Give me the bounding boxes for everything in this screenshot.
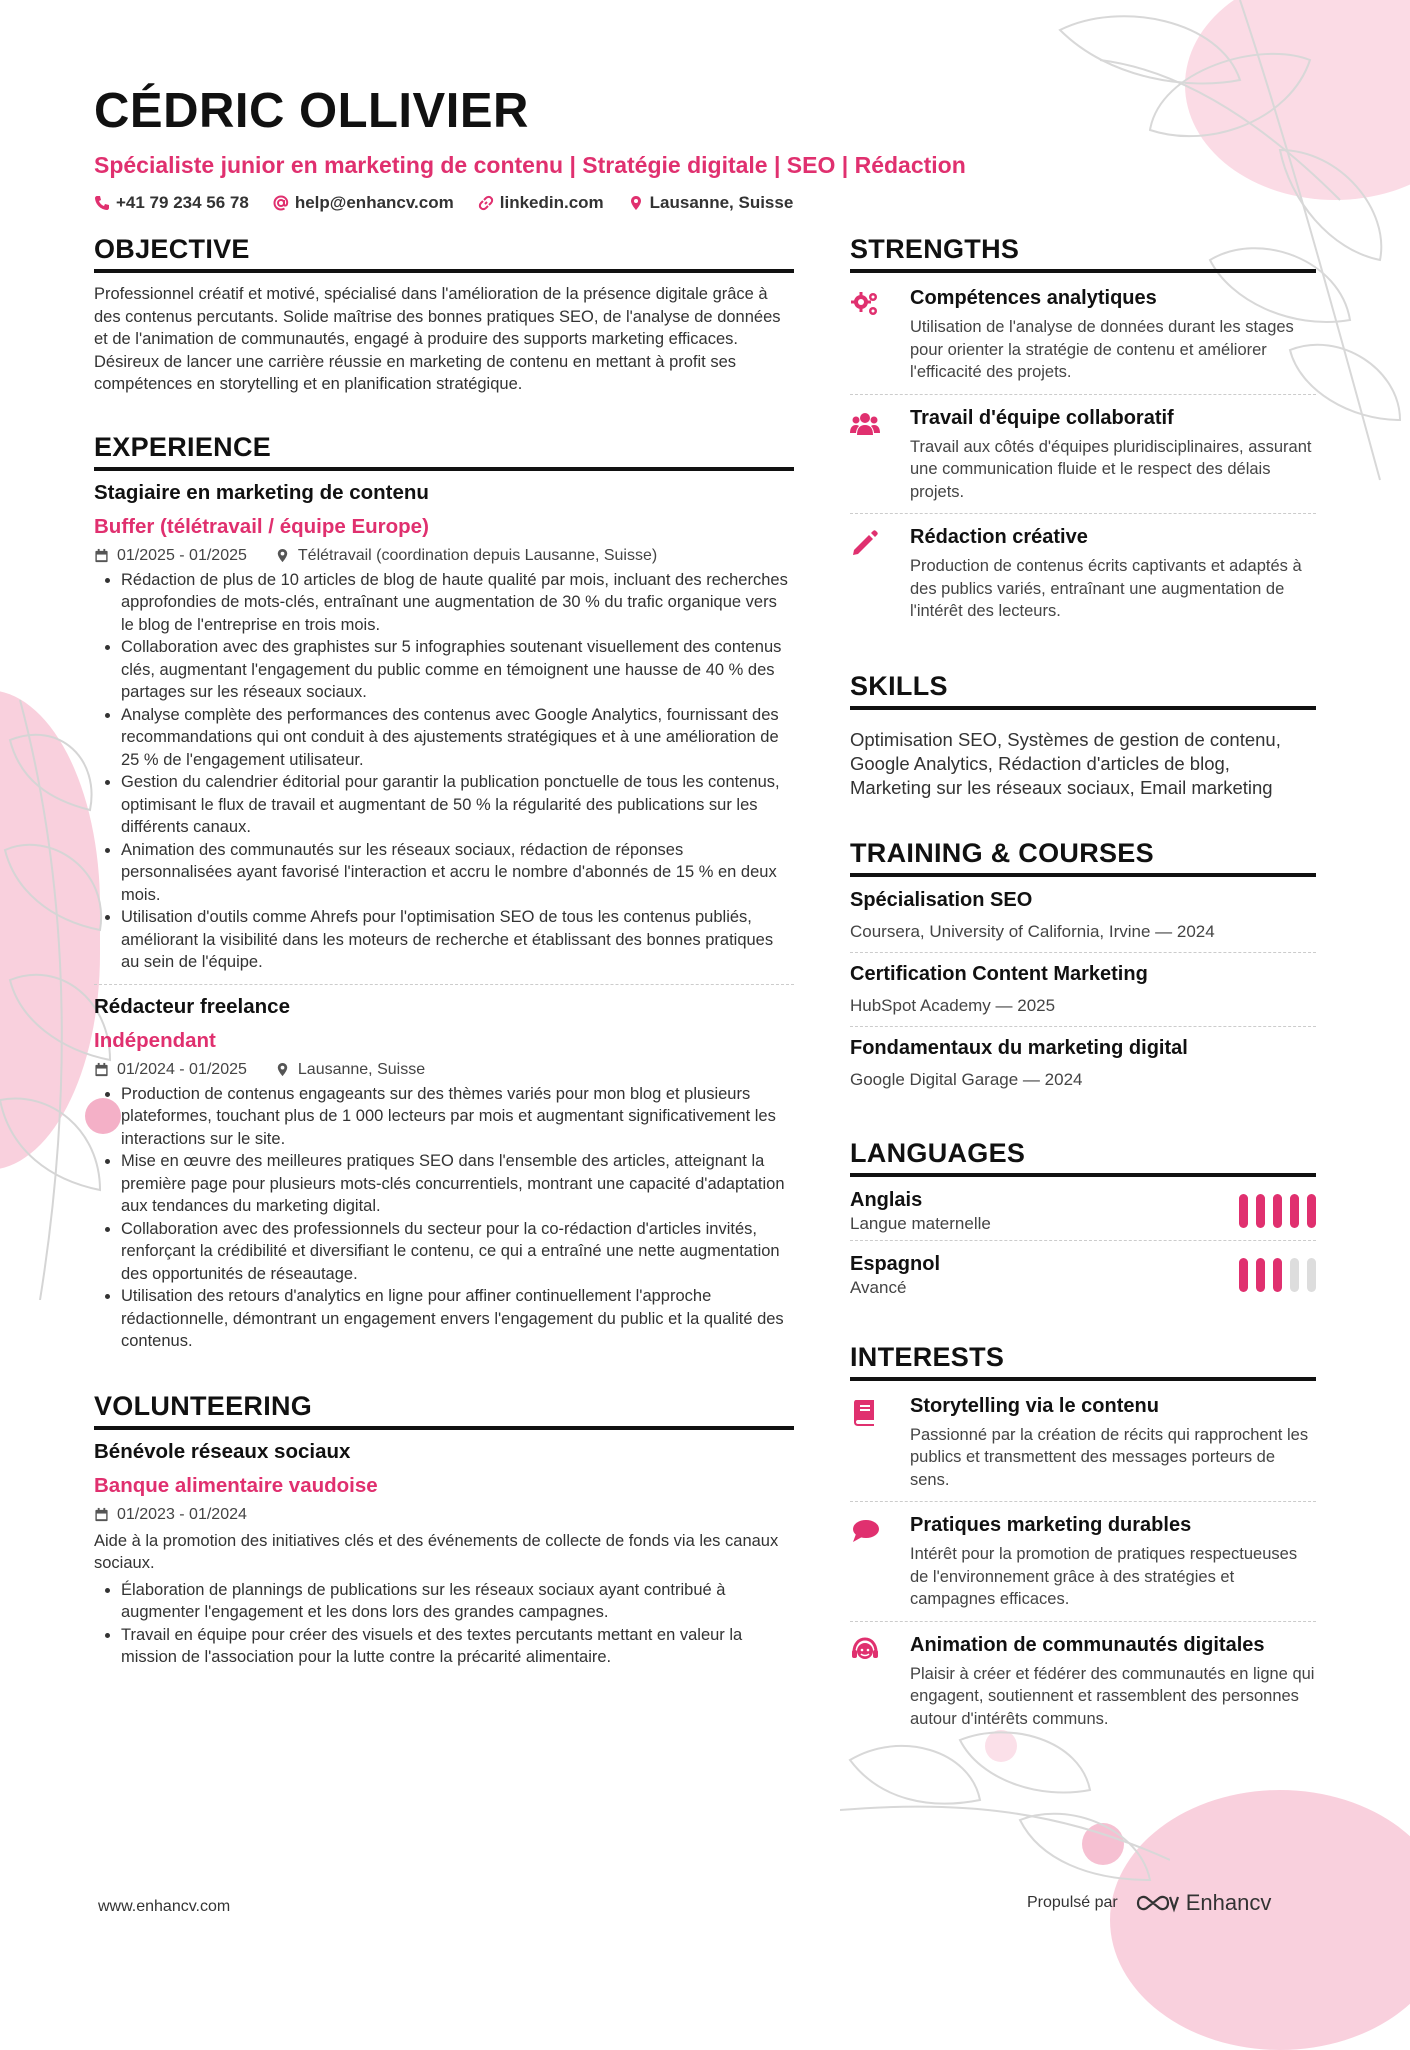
- at-icon: [273, 195, 289, 211]
- skills-heading: SKILLS: [850, 671, 1316, 710]
- experience-entry: [94, 481, 794, 974]
- experience-entry: [94, 995, 794, 1353]
- candidate-headline: Spécialiste junior en marketing de contenu | Stratégie digitale | SEO | Rédaction: [94, 152, 966, 178]
- job-bullet: • Gestion du calendrier éditorial pour garantir la publication ponctuelle de tous les contenus, optimisant le flux de travail et augmentant de 50 % la régularité des publications sur les différents canaux.: [121, 771, 794, 839]
- language-rating: [1239, 1258, 1316, 1292]
- interest-title: Pratiques marketing durables: [910, 1514, 1192, 1536]
- strengths-heading: STRENGTHS: [850, 234, 1316, 273]
- users-icon: [850, 409, 880, 439]
- volunteer-dates-text: 01/2023 - 01/2024: [117, 1505, 247, 1523]
- rating-bar-filled: [1239, 1194, 1248, 1228]
- job-location-text: Télétravail (coordination depuis Lausanne, Suisse): [297, 546, 658, 564]
- strength-desc: Production de contenus écrits captivants et adaptés à des publics variés, entraînant une augmentation de l'intérêt des lecteurs.: [910, 557, 1302, 620]
- course-title: Fondamentaux du marketing digital: [850, 1036, 1188, 1059]
- location-pin-icon: [275, 548, 290, 563]
- job-company: Indépendant: [94, 1028, 216, 1052]
- enhancv-logo-icon: [1136, 1892, 1180, 1914]
- interests-heading: INTERESTS: [850, 1342, 1316, 1381]
- strength-title: Rédaction créative: [910, 526, 1088, 548]
- volunteer-dates: [94, 1506, 247, 1524]
- calendar-icon: [94, 548, 109, 563]
- job-title: Rédacteur freelance: [94, 994, 290, 1018]
- rating-bar-filled: [1290, 1194, 1299, 1228]
- job-bullet: • Mise en œuvre des meilleures pratiques SEO dans l'ensemble des articles, atteignant la première page pour plusieurs mots-clés concurrentiels, montrant une capacité d'adaptation aux tendances du marketing digital.: [121, 1150, 794, 1218]
- job-bullet: • Production de contenus engageants sur des thèmes variés pour mon blog et plusieurs plateformes, touchant plus de 1 000 lecteurs par mois et augmentant significativement les interactions sur le site.: [121, 1083, 794, 1151]
- headset-icon: [850, 1636, 880, 1666]
- job-bullet: • Utilisation des retours d'analytics en ligne pour affiner continuellement l'approche rédactionnelle, démontrant un engagement envers l'engagement du public et la qualité des contenus.: [121, 1285, 794, 1353]
- gears-icon: [850, 289, 880, 319]
- course-provider: HubSpot Academy — 2025: [850, 995, 1056, 1015]
- skills-section: [850, 671, 1316, 800]
- language-name: Anglais: [850, 1188, 923, 1211]
- location-text: Lausanne, Suisse: [649, 193, 794, 212]
- decor-blob-left: [0, 690, 100, 1170]
- course-item: [850, 1027, 1316, 1100]
- skills-text: Optimisation SEO, Systèmes de gestion de contenu, Google Analytics, Rédaction d'articles de blog, Marketing sur les réseaux sociaux, Email marketing: [850, 728, 1281, 798]
- rating-bar-filled: [1256, 1194, 1265, 1228]
- volunteer-org: Banque alimentaire vaudoise: [94, 1473, 378, 1497]
- rating-bar-filled: [1256, 1258, 1265, 1292]
- job-meta: [94, 1061, 794, 1079]
- resume-header: [94, 78, 1314, 213]
- job-location-text: Lausanne, Suisse: [297, 1060, 426, 1078]
- volunteer-title: Bénévole réseaux sociaux: [94, 1439, 351, 1463]
- linkedin-text: linkedin.com: [499, 193, 604, 212]
- language-rating: [1239, 1194, 1316, 1228]
- language-item: [850, 1187, 1316, 1240]
- course-item: [850, 887, 1316, 952]
- rating-bar-filled: [1307, 1194, 1316, 1228]
- strength-item: [850, 283, 1316, 394]
- pencil-icon: [850, 528, 880, 558]
- experience-heading: EXPERIENCE: [94, 432, 794, 471]
- rating-bar-empty: [1290, 1258, 1299, 1292]
- course-item: [850, 953, 1316, 1026]
- job-bullet: • Collaboration avec des graphistes sur 5 infographies soutenant visuellement des contenus clés, augmentant l'engagement du public comme en témoignent une hausse de 40 % des partages sur les réseaux sociaux.: [121, 636, 794, 704]
- link-icon: [478, 195, 494, 211]
- contact-phone[interactable]: [94, 193, 249, 213]
- interest-item: [850, 1622, 1316, 1741]
- interest-desc: Plaisir à créer et fédérer des communautés en ligne qui engagent, soutiennent et rassemblent des personnes autour d'intérêts communs.: [910, 1664, 1315, 1728]
- location-pin-icon: [275, 1062, 290, 1077]
- brand-name: Enhancv: [1185, 1890, 1272, 1915]
- calendar-icon: [94, 1062, 109, 1077]
- volunteer-bullets: [94, 1579, 794, 1669]
- email-text: help@enhancv.com: [294, 193, 454, 212]
- phone-icon: [94, 195, 110, 211]
- interest-desc: Intérêt pour la promotion de pratiques respectueuses de l'environnement grâce à des stratégies et campagnes efficaces.: [910, 1545, 1298, 1608]
- language-level: Langue maternelle: [850, 1213, 991, 1233]
- experience-section: [94, 432, 794, 1353]
- course-provider: Coursera, University of California, Irvine — 2024: [850, 921, 1215, 941]
- rating-bar-filled: [1273, 1194, 1282, 1228]
- languages-heading: LANGUAGES: [850, 1138, 1316, 1177]
- location-pin-icon: [628, 195, 644, 211]
- contact-row: [94, 193, 1314, 213]
- interest-desc: Passionné par la création de récits qui rapprochent les publics et transmettent des messages porteurs de sens.: [910, 1425, 1309, 1489]
- strength-desc: Utilisation de l'analyse de données durant les stages pour orienter la stratégie de contenu et améliorer l'efficacité des projets.: [910, 318, 1294, 381]
- job-dates-text: 01/2025 - 01/2025: [117, 546, 247, 564]
- rating-bar-filled: [1273, 1258, 1282, 1292]
- strength-item: [850, 514, 1316, 633]
- left-column: [94, 234, 794, 1707]
- job-dates: [94, 547, 247, 565]
- decor-blob-bottom-right: [1110, 1790, 1410, 2050]
- volunteer-bullet: • Élaboration de plannings de publications sur les réseaux sociaux ayant contribué à augmenter l'engagement et les dons lors des grandes campagnes.: [121, 1579, 794, 1624]
- strength-desc: Travail aux côtés d'équipes pluridisciplinaires, assurant une communication fluide et le respect des délais projets.: [910, 437, 1312, 501]
- rating-bar-filled: [1239, 1258, 1248, 1292]
- training-section: [850, 838, 1316, 1100]
- job-title: Stagiaire en marketing de contenu: [94, 480, 429, 504]
- interest-title: Storytelling via le contenu: [910, 1394, 1159, 1417]
- language-level: Avancé: [850, 1277, 907, 1297]
- job-location: [275, 1061, 425, 1079]
- strength-title: Travail d'équipe collaboratif: [910, 406, 1174, 429]
- job-location: [275, 547, 657, 565]
- contact-email[interactable]: [273, 193, 454, 213]
- volunteer-meta: [94, 1506, 794, 1524]
- objective-heading: OBJECTIVE: [94, 234, 794, 273]
- language-item: [850, 1241, 1316, 1304]
- volunteer-bullet: • Travail en équipe pour créer des visuels et des textes percutants mettant en valeur la mission de l'association pour la lutte contre la précarité alimentaire.: [121, 1624, 794, 1669]
- contact-linkedin[interactable]: [478, 193, 604, 213]
- interest-item: [850, 1391, 1316, 1502]
- course-title: Certification Content Marketing: [850, 962, 1148, 985]
- languages-section: [850, 1138, 1316, 1304]
- interest-item: [850, 1502, 1316, 1621]
- candidate-name: CÉDRIC OLLIVIER: [94, 84, 529, 138]
- job-dates-text: 01/2024 - 01/2025: [117, 1060, 247, 1078]
- strengths-section: [850, 234, 1316, 633]
- job-bullet: • Rédaction de plus de 10 articles de blog de haute qualité par mois, incluant des recherches approfondies de mots-clés, entraînant une augmentation de 30 % du trafic organique vers le blog de l'entreprise en trois mois.: [121, 569, 794, 637]
- interest-title: Animation de communautés digitales: [910, 1633, 1265, 1656]
- strength-item: [850, 395, 1316, 514]
- job-meta: [94, 547, 794, 565]
- phone-text: +41 79 234 56 78: [116, 193, 249, 212]
- decor-dot-bottom-right: [1082, 1823, 1124, 1865]
- course-title: Spécialisation SEO: [850, 888, 1033, 911]
- footer-url[interactable]: www.enhancv.com: [98, 1898, 231, 1915]
- rating-bar-empty: [1307, 1258, 1316, 1292]
- volunteering-heading: VOLUNTEERING: [94, 1391, 794, 1430]
- course-provider: Google Digital Garage — 2024: [850, 1069, 1083, 1089]
- footer-brand[interactable]: [1027, 1890, 1271, 1916]
- job-bullets: [94, 1083, 794, 1353]
- volunteering-section: [94, 1391, 794, 1669]
- job-bullets: [94, 569, 794, 974]
- objective-section: [94, 234, 794, 396]
- volunteer-intro: Aide à la promotion des initiatives clés et des événements de collecte de fonds via les canaux sociaux.: [94, 1531, 779, 1572]
- job-dates: [94, 1061, 247, 1079]
- job-bullet: • Analyse complète des performances des contenus avec Google Analytics, fournissant des recommandations qui ont conduit à des ajustements stratégiques et à une amélioration de 25 % de l'engagement utilisateur.: [121, 704, 794, 772]
- right-column: [850, 234, 1316, 1778]
- job-company: Buffer (télétravail / équipe Europe): [94, 514, 429, 538]
- book-icon: [850, 1397, 880, 1427]
- job-bullet: • Utilisation d'outils comme Ahrefs pour l'optimisation SEO de tous les contenus publiés, améliorant la visibilité dans les moteurs de recherche et établissant des bonnes pratiques au sein de l'équipe.: [121, 906, 794, 974]
- divider: [94, 984, 794, 985]
- strength-title: Compétences analytiques: [910, 287, 1157, 309]
- brand-logo: [1136, 1890, 1272, 1916]
- objective-text: Professionnel créatif et motivé, spécialisé dans l'amélioration de la présence digitale grâce à des contenus percutants. Solide maîtrise des bonnes pratiques SEO, de l'analyse de données et de l'animation de communautés, engagé à produire des supports marketing efficaces. Désireux de lancer une carrière réussie en marketing de contenu en mettant à profit ses compétences en storytelling et en planification stratégique.: [94, 285, 781, 393]
- interests-section: [850, 1342, 1316, 1741]
- powered-by-text: Propulsé par: [1027, 1894, 1118, 1911]
- training-heading: TRAINING & COURSES: [850, 838, 1316, 877]
- calendar-icon: [94, 1507, 109, 1522]
- job-bullet: • Collaboration avec des professionnels du secteur pour la co-rédaction d'articles invités, renforçant la crédibilité et diversifiant le contenu, ce qui a entraîné une nette augmentation des opportunités de réseautage.: [121, 1218, 794, 1286]
- contact-location: [628, 193, 794, 213]
- job-bullet: • Animation des communautés sur les réseaux sociaux, rédaction de réponses personnalisées ayant favorisé l'interaction et accru le nombre d'abonnés de 15 % en deux mois.: [121, 839, 794, 907]
- language-name: Espagnol: [850, 1252, 941, 1275]
- chat-icon: [850, 1516, 880, 1546]
